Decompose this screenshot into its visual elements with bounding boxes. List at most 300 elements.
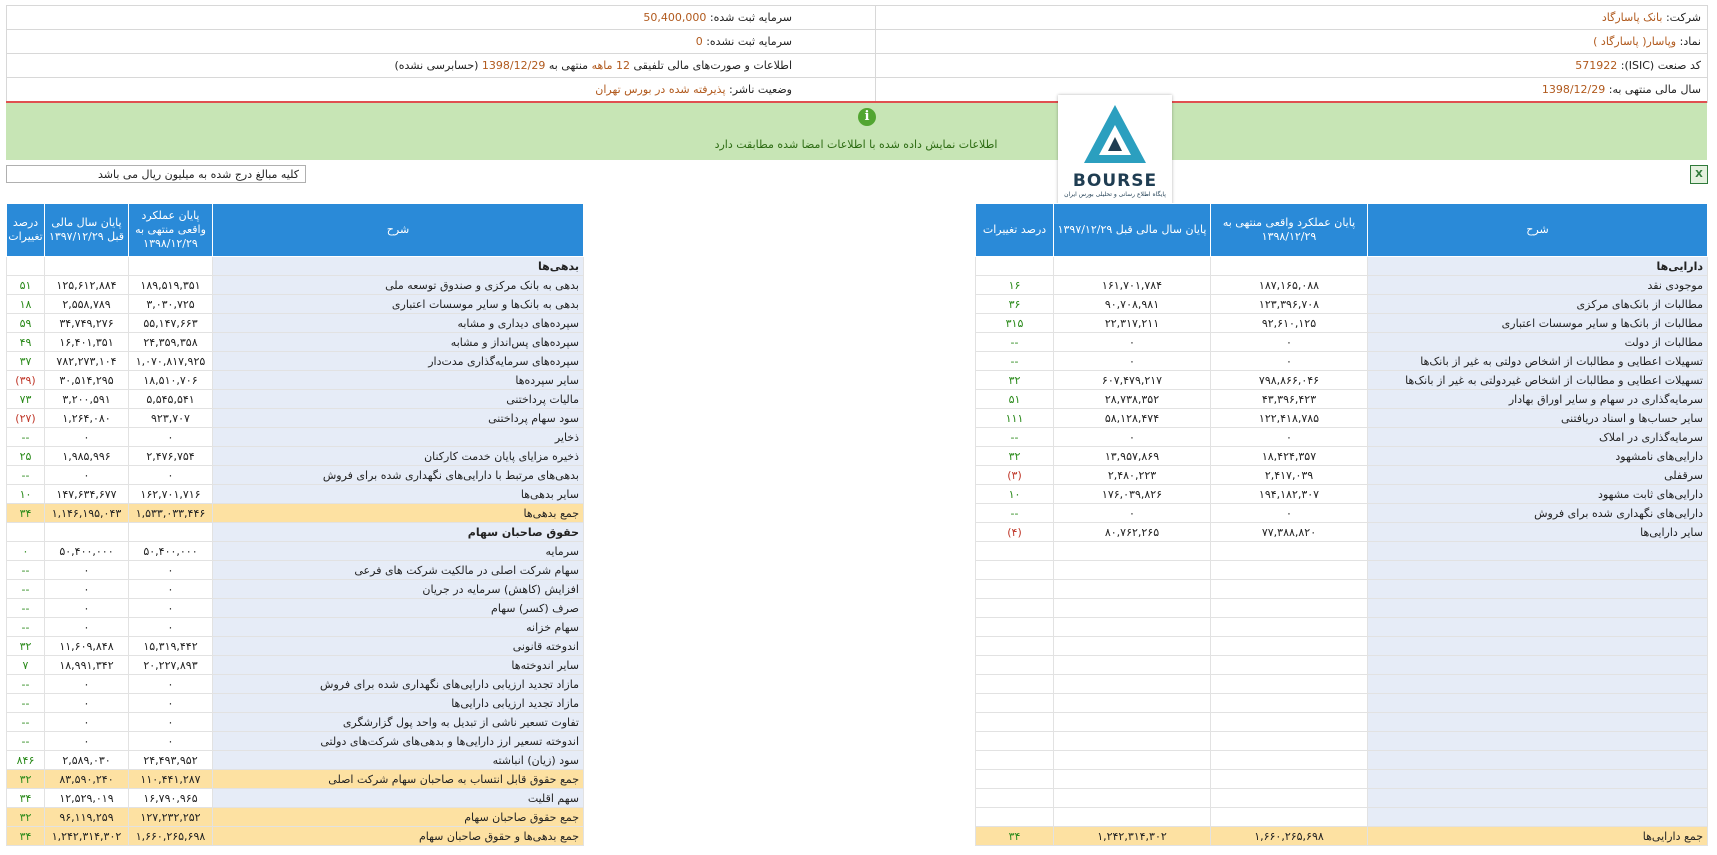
table-row	[976, 257, 1708, 276]
current-value-cell: ۰	[129, 675, 213, 694]
audit-status: (حسابرسی نشده)	[394, 59, 479, 72]
fiscal-year-label: سال مالی منتهی به:	[1608, 83, 1701, 96]
table-row	[7, 808, 584, 827]
current-value-cell	[1211, 257, 1368, 276]
current-value-cell	[129, 523, 213, 542]
description-cell: جمع بدهی‌ها و حقوق صاحبان سهام	[213, 827, 584, 846]
empty-cell	[976, 789, 1054, 808]
description-cell: مالیات پرداختنی	[213, 390, 584, 409]
assets-table-header	[976, 204, 1708, 257]
empty-row	[976, 675, 1708, 694]
empty-cell	[976, 637, 1054, 656]
description-cell: مازاد تجدید ارزیابی دارایی‌های نگهداری شده برای فروش	[213, 675, 584, 694]
capital-registered-label: سرمایه ثبت شده:	[709, 11, 792, 24]
table-row	[7, 333, 584, 352]
pct-cell: ۷	[7, 656, 45, 675]
current-value-cell: ۱۶۲,۷۰۱,۷۱۶	[129, 485, 213, 504]
prev-value-cell: ۱۱,۶۰۹,۸۴۸	[45, 637, 129, 656]
empty-cell	[1054, 542, 1211, 561]
report-title-field	[394, 59, 792, 72]
pct-cell: ۳۴	[976, 827, 1054, 846]
table-row	[7, 770, 584, 789]
prev-value-cell: ۰	[1054, 352, 1211, 371]
table-row	[7, 390, 584, 409]
current-value-cell: ۱۶,۷۹۰,۹۶۵	[129, 789, 213, 808]
empty-cell	[1211, 789, 1368, 808]
publisher-status-label: وضعیت ناشر:	[729, 83, 792, 96]
current-value-cell: ۰	[1211, 428, 1368, 447]
table-row	[7, 713, 584, 732]
current-value-cell: ۵۰,۴۰۰,۰۰۰	[129, 542, 213, 561]
prev-value-cell: ۹۰,۷۰۸,۹۸۱	[1054, 295, 1211, 314]
description-cell: سهام شرکت اصلی در مالکیت شرکت های فرعی	[213, 561, 584, 580]
prev-value-cell: ۱,۹۸۵,۹۹۶	[45, 447, 129, 466]
pct-cell: ۳۲	[7, 808, 45, 827]
prev-value-cell: ۰	[45, 561, 129, 580]
prev-value-cell: ۶۰۷,۴۷۹,۲۱۷	[1054, 371, 1211, 390]
pct-cell: --	[976, 352, 1054, 371]
pct-cell	[976, 257, 1054, 276]
current-value-cell: ۰	[129, 694, 213, 713]
current-value-cell: ۰	[129, 428, 213, 447]
empty-cell	[1368, 580, 1708, 599]
table-row	[7, 561, 584, 580]
empty-cell	[1211, 618, 1368, 637]
info-row-3	[7, 54, 1707, 78]
table-row	[976, 523, 1708, 542]
prev-value-cell: ۳۰,۵۱۴,۲۹۵	[45, 371, 129, 390]
description-cell: موجودی نقد	[1368, 276, 1708, 295]
prev-value-cell: ۱۲,۵۲۹,۰۱۹	[45, 789, 129, 808]
empty-row	[976, 808, 1708, 827]
verification-message: اطلاعات نمایش داده شده با اطلاعات امضا شده مطابقت دارد	[714, 138, 998, 151]
table-row	[976, 314, 1708, 333]
table-row	[7, 789, 584, 808]
empty-cell	[976, 694, 1054, 713]
pct-cell: --	[7, 561, 45, 580]
description-cell: دارایی‌ها	[1368, 257, 1708, 276]
empty-cell	[1368, 675, 1708, 694]
liabilities-table-header	[7, 204, 584, 257]
pct-cell: ۳۴	[7, 789, 45, 808]
prev-value-cell: ۱۴۷,۶۳۴,۶۷۷	[45, 485, 129, 504]
prev-value-cell: ۰	[45, 428, 129, 447]
empty-cell	[1211, 561, 1368, 580]
current-value-cell: ۷۷,۳۸۸,۸۲۰	[1211, 523, 1368, 542]
description-cell: بدهی‌ها	[213, 257, 584, 276]
column-header-prev[interactable]: پایان سال مالی قبل ۱۳۹۷/۱۲/۲۹	[1054, 204, 1211, 257]
pct-cell: --	[976, 428, 1054, 447]
current-value-cell: ۰	[129, 561, 213, 580]
report-title-mid: منتهی به	[548, 59, 589, 72]
empty-cell	[976, 675, 1054, 694]
pct-cell: --	[7, 428, 45, 447]
table-row	[7, 523, 584, 542]
pct-cell: ۳۴	[7, 827, 45, 846]
current-value-cell	[129, 257, 213, 276]
empty-cell	[1054, 561, 1211, 580]
table-row	[7, 295, 584, 314]
empty-cell	[1368, 599, 1708, 618]
table-row	[7, 656, 584, 675]
prev-value-cell: ۲,۵۸۹,۰۳۰	[45, 751, 129, 770]
table-row	[976, 428, 1708, 447]
empty-cell	[1211, 751, 1368, 770]
empty-cell	[1368, 542, 1708, 561]
table-row	[976, 390, 1708, 409]
capital-unregistered-field	[696, 35, 792, 48]
description-cell: جمع بدهی‌ها	[213, 504, 584, 523]
column-header-pct[interactable]: درصد تغییرات	[976, 204, 1054, 257]
description-cell: سایر حساب‌ها و اسناد دریافتنی	[1368, 409, 1708, 428]
table-row	[7, 637, 584, 656]
pct-cell: (۳)	[976, 466, 1054, 485]
description-cell: مطالبات از بانک‌های مرکزی	[1368, 295, 1708, 314]
description-cell: حقوق صاحبان سهام	[213, 523, 584, 542]
prev-value-cell: ۲,۴۸۰,۲۲۳	[1054, 466, 1211, 485]
column-header-current[interactable]: پایان عملکرد واقعی منتهی به ۱۳۹۸/۱۲/۲۹	[1211, 204, 1368, 257]
pct-cell: --	[7, 713, 45, 732]
prev-value-cell: ۱,۲۴۲,۳۱۴,۳۰۲	[45, 827, 129, 846]
description-cell: افزایش (کاهش) سرمایه در جریان	[213, 580, 584, 599]
description-cell: تسهیلات اعطایی و مطالبات از اشخاص غیردولتی به غیر از بانک‌ها	[1368, 371, 1708, 390]
empty-row	[976, 656, 1708, 675]
description-cell: مازاد تجدید ارزیابی دارایی‌ها	[213, 694, 584, 713]
capital-registered-field	[643, 11, 792, 24]
table-row	[7, 542, 584, 561]
empty-cell	[976, 808, 1054, 827]
isic-field	[1575, 59, 1701, 72]
prev-value-cell: ۰	[45, 599, 129, 618]
current-value-cell: ۱۸۹,۵۱۹,۳۵۱	[129, 276, 213, 295]
prev-value-cell: ۰	[1054, 333, 1211, 352]
pct-cell: --	[7, 618, 45, 637]
prev-value-cell: ۷۸۲,۲۷۳,۱۰۴	[45, 352, 129, 371]
column-header-desc[interactable]: شرح	[213, 204, 584, 257]
current-value-cell: ۰	[129, 580, 213, 599]
prev-value-cell: ۰	[45, 466, 129, 485]
prev-value-cell: ۵۸,۱۲۸,۴۷۴	[1054, 409, 1211, 428]
current-value-cell: ۰	[129, 599, 213, 618]
empty-cell	[1368, 713, 1708, 732]
prev-value-cell	[45, 523, 129, 542]
prev-value-cell: ۰	[1054, 504, 1211, 523]
pct-cell: ۳۲	[7, 770, 45, 789]
description-cell: سایر سپرده‌ها	[213, 371, 584, 390]
empty-row	[976, 542, 1708, 561]
empty-cell	[1211, 542, 1368, 561]
prev-value-cell: ۱,۱۴۶,۱۹۵,۰۴۳	[45, 504, 129, 523]
current-value-cell: ۵۵,۱۴۷,۶۶۳	[129, 314, 213, 333]
empty-row	[976, 713, 1708, 732]
prev-value-cell: ۱۸,۹۹۱,۳۴۲	[45, 656, 129, 675]
column-header-pct[interactable]: درصد تغییرات	[7, 204, 45, 257]
table-row	[7, 371, 584, 390]
table-row	[7, 580, 584, 599]
company-value: بانک پاسارگاد	[1601, 11, 1663, 24]
table-row	[976, 466, 1708, 485]
column-header-prev[interactable]: پایان سال مالی قبل ۱۳۹۷/۱۲/۲۹	[45, 204, 129, 257]
current-value-cell: ۰	[1211, 352, 1368, 371]
table-row	[7, 751, 584, 770]
empty-row	[976, 637, 1708, 656]
current-value-cell: ۱۸,۴۲۴,۳۵۷	[1211, 447, 1368, 466]
description-cell: جمع حقوق قابل انتساب به صاحبان سهام شرکت اصلی	[213, 770, 584, 789]
current-value-cell: ۱۲۷,۲۳۲,۲۵۲	[129, 808, 213, 827]
current-value-cell: ۲,۴۷۶,۷۵۴	[129, 447, 213, 466]
current-value-cell: ۰	[129, 466, 213, 485]
pct-cell: --	[7, 694, 45, 713]
description-cell: سرمایه	[213, 542, 584, 561]
capital-registered-value: 50,400,000	[643, 11, 707, 24]
empty-cell	[1368, 561, 1708, 580]
description-cell: سرمایه‌گذاری در املاک	[1368, 428, 1708, 447]
empty-cell	[1368, 808, 1708, 827]
pct-cell: ۳۲	[976, 371, 1054, 390]
table-row	[7, 447, 584, 466]
empty-cell	[976, 542, 1054, 561]
current-value-cell: ۱۹۴,۱۸۲,۳۰۷	[1211, 485, 1368, 504]
table-row	[976, 409, 1708, 428]
table-row	[976, 333, 1708, 352]
pct-cell: --	[7, 466, 45, 485]
pct-cell: ۵۹	[7, 314, 45, 333]
empty-cell	[1054, 675, 1211, 694]
empty-row	[976, 599, 1708, 618]
pct-cell: ۴۹	[7, 333, 45, 352]
pct-cell: ۵۱	[976, 390, 1054, 409]
prev-value-cell: ۱,۲۴۲,۳۱۴,۳۰۲	[1054, 827, 1211, 846]
table-row	[976, 276, 1708, 295]
pct-cell: --	[7, 675, 45, 694]
info-row-2	[7, 30, 1707, 54]
table-row	[7, 409, 584, 428]
prev-value-cell: ۰	[45, 675, 129, 694]
description-cell: سود سهام پرداختنی	[213, 409, 584, 428]
table-row	[7, 466, 584, 485]
empty-cell	[1368, 637, 1708, 656]
prev-value-cell: ۳,۲۰۰,۵۹۱	[45, 390, 129, 409]
empty-row	[976, 694, 1708, 713]
current-value-cell: ۱۲۳,۳۹۶,۷۰۸	[1211, 295, 1368, 314]
current-value-cell: ۹۲۳,۷۰۷	[129, 409, 213, 428]
pct-cell: ۳۱۵	[976, 314, 1054, 333]
empty-cell	[1211, 675, 1368, 694]
empty-cell	[1211, 713, 1368, 732]
empty-cell	[1368, 751, 1708, 770]
pct-cell: ۵۱	[7, 276, 45, 295]
empty-cell	[1211, 580, 1368, 599]
pct-cell: --	[976, 333, 1054, 352]
report-title-prefix: اطلاعات و صورت‌های مالی تلفیقی	[633, 59, 792, 72]
empty-cell	[1054, 637, 1211, 656]
empty-cell	[1211, 637, 1368, 656]
pct-cell: ۳۴	[7, 504, 45, 523]
pct-cell: ۳۶	[976, 295, 1054, 314]
info-icon: i	[858, 108, 876, 126]
description-cell: بدهی‌های مرتبط با دارایی‌های نگهداری شده برای فروش	[213, 466, 584, 485]
logo-triangle-icon	[1058, 95, 1172, 175]
description-cell: سپرده‌های پس‌انداز و مشابه	[213, 333, 584, 352]
empty-cell	[1211, 770, 1368, 789]
table-row	[7, 694, 584, 713]
pct-cell: ۷۳	[7, 390, 45, 409]
table-row	[7, 428, 584, 447]
current-value-cell: ۲۰,۲۲۷,۸۹۳	[129, 656, 213, 675]
table-row	[7, 827, 584, 846]
description-cell: سایر دارایی‌ها	[1368, 523, 1708, 542]
publisher-status-value: پذیرفته شده در بورس تهران	[595, 83, 726, 96]
empty-cell	[1368, 618, 1708, 637]
empty-cell	[976, 732, 1054, 751]
prev-value-cell: ۰	[45, 580, 129, 599]
empty-cell	[976, 561, 1054, 580]
description-cell: سود (زیان) انباشته	[213, 751, 584, 770]
empty-row	[976, 580, 1708, 599]
symbol-label: نماد:	[1679, 35, 1701, 48]
isic-label: کد صنعت (ISIC):	[1620, 59, 1701, 72]
symbol-value: وپاسار( پاسارگاد )	[1593, 35, 1677, 48]
description-cell: جمع دارایی‌ها	[1368, 827, 1708, 846]
prev-value-cell: ۸۳,۵۹۰,۲۴۰	[45, 770, 129, 789]
empty-cell	[1368, 694, 1708, 713]
description-cell: دارایی‌های نامشهود	[1368, 447, 1708, 466]
company-info-panel	[6, 5, 1708, 103]
pct-cell: (۳۹)	[7, 371, 45, 390]
empty-cell	[1211, 656, 1368, 675]
prev-value-cell	[1054, 257, 1211, 276]
pct-cell: ۸۴۶	[7, 751, 45, 770]
current-value-cell: ۴۳,۳۹۶,۴۲۳	[1211, 390, 1368, 409]
description-cell: سرقفلی	[1368, 466, 1708, 485]
report-period: 12 ماهه	[591, 59, 631, 72]
empty-cell	[976, 618, 1054, 637]
verification-alert	[6, 103, 1707, 160]
prev-value-cell: ۱,۲۶۴,۰۸۰	[45, 409, 129, 428]
table-row	[7, 732, 584, 751]
pct-cell: ۳۷	[7, 352, 45, 371]
column-header-desc[interactable]: شرح	[1368, 204, 1708, 257]
current-value-cell: ۰	[1211, 504, 1368, 523]
pct-cell: ۲۵	[7, 447, 45, 466]
current-value-cell: ۱۲۲,۴۱۸,۷۸۵	[1211, 409, 1368, 428]
assets-total-row	[976, 827, 1708, 846]
table-row	[976, 352, 1708, 371]
description-cell: مطالبات از دولت	[1368, 333, 1708, 352]
column-header-current[interactable]: پایان عملکرد واقعی منتهی به ۱۳۹۸/۱۲/۲۹	[129, 204, 213, 257]
description-cell: دارایی‌های ثابت مشهود	[1368, 485, 1708, 504]
prev-value-cell: ۳۴,۷۴۹,۲۷۶	[45, 314, 129, 333]
empty-cell	[1054, 618, 1211, 637]
empty-cell	[1368, 789, 1708, 808]
current-value-cell: ۱۵,۳۱۹,۴۴۲	[129, 637, 213, 656]
prev-value-cell: ۰	[45, 713, 129, 732]
table-row	[7, 599, 584, 618]
prev-value-cell: ۵۰,۴۰۰,۰۰۰	[45, 542, 129, 561]
company-label: شرکت:	[1665, 11, 1701, 24]
isic-value: 571922	[1575, 59, 1618, 72]
current-value-cell: ۲,۴۱۷,۰۳۹	[1211, 466, 1368, 485]
fiscal-year-field	[1542, 83, 1701, 96]
pct-cell	[7, 257, 45, 276]
current-value-cell: ۰	[1211, 333, 1368, 352]
empty-cell	[976, 751, 1054, 770]
units-note: کلیه مبالغ درج شده به میلیون ریال می باشد	[6, 165, 306, 183]
empty-row	[976, 618, 1708, 637]
description-cell: سهام خزانه	[213, 618, 584, 637]
description-cell: مطالبات از بانک‌ها و سایر موسسات اعتباری	[1368, 314, 1708, 333]
prev-value-cell: ۱۶,۴۰۱,۳۵۱	[45, 333, 129, 352]
prev-value-cell: ۰	[45, 618, 129, 637]
empty-cell	[1054, 580, 1211, 599]
pct-cell: ۱۱۱	[976, 409, 1054, 428]
empty-row	[976, 751, 1708, 770]
symbol-field	[1593, 35, 1701, 48]
info-row-1	[7, 6, 1707, 30]
current-value-cell: ۰	[129, 618, 213, 637]
empty-cell	[1368, 732, 1708, 751]
prev-value-cell: ۲,۵۵۸,۷۸۹	[45, 295, 129, 314]
current-value-cell: ۵,۵۴۵,۵۴۱	[129, 390, 213, 409]
current-value-cell: ۱۸۷,۱۶۵,۰۸۸	[1211, 276, 1368, 295]
current-value-cell: ۲۴,۳۵۹,۳۵۸	[129, 333, 213, 352]
pct-cell: ۳۲	[976, 447, 1054, 466]
current-value-cell: ۰	[129, 713, 213, 732]
logo-tagline: پایگاه اطلاع رسانی و تحلیلی بورس ایران	[1064, 191, 1166, 198]
current-value-cell: ۱,۰۷۰,۸۱۷,۹۲۵	[129, 352, 213, 371]
empty-row	[976, 561, 1708, 580]
description-cell: اندوخته قانونی	[213, 637, 584, 656]
empty-row	[976, 732, 1708, 751]
table-row	[7, 485, 584, 504]
description-cell: تفاوت تسعیر ناشی از تبدیل به واحد پول گزارشگری	[213, 713, 584, 732]
empty-cell	[1368, 656, 1708, 675]
current-value-cell: ۹۲,۶۱۰,۱۲۵	[1211, 314, 1368, 333]
description-cell: ذخایر	[213, 428, 584, 447]
publisher-status-field	[595, 83, 792, 96]
capital-unregistered-label: سرمایه ثبت نشده:	[706, 35, 792, 48]
empty-cell	[976, 656, 1054, 675]
empty-cell	[1368, 770, 1708, 789]
table-row	[7, 618, 584, 637]
description-cell: بدهی به بانک مرکزی و صندوق توسعه ملی	[213, 276, 584, 295]
empty-cell	[1054, 789, 1211, 808]
empty-cell	[1211, 808, 1368, 827]
prev-value-cell: ۲۲,۳۱۷,۲۱۱	[1054, 314, 1211, 333]
description-cell: سرمایه‌گذاری در سهام و سایر اوراق بهادار	[1368, 390, 1708, 409]
description-cell: جمع حقوق صاحبان سهام	[213, 808, 584, 827]
empty-row	[976, 789, 1708, 808]
description-cell: سایر اندوخته‌ها	[213, 656, 584, 675]
empty-cell	[1054, 732, 1211, 751]
description-cell: سپرده‌های سرمایه‌گذاری مدت‌دار	[213, 352, 584, 371]
pct-cell: --	[7, 732, 45, 751]
empty-cell	[1054, 808, 1211, 827]
empty-cell	[1054, 751, 1211, 770]
current-value-cell: ۱,۵۳۳,۰۳۳,۴۴۶	[129, 504, 213, 523]
empty-cell	[1211, 732, 1368, 751]
prev-value-cell: ۸۰,۷۶۲,۲۶۵	[1054, 523, 1211, 542]
pct-cell: ۱۰	[7, 485, 45, 504]
pct-cell	[7, 523, 45, 542]
description-cell: دارایی‌های نگهداری شده برای فروش	[1368, 504, 1708, 523]
assets-table	[975, 203, 1708, 846]
prev-value-cell: ۱۷۶,۰۳۹,۸۲۶	[1054, 485, 1211, 504]
empty-cell	[1054, 713, 1211, 732]
pct-cell: ۱۸	[7, 295, 45, 314]
excel-export-icon[interactable]: X	[1690, 165, 1708, 184]
bourse-logo	[1058, 95, 1172, 207]
